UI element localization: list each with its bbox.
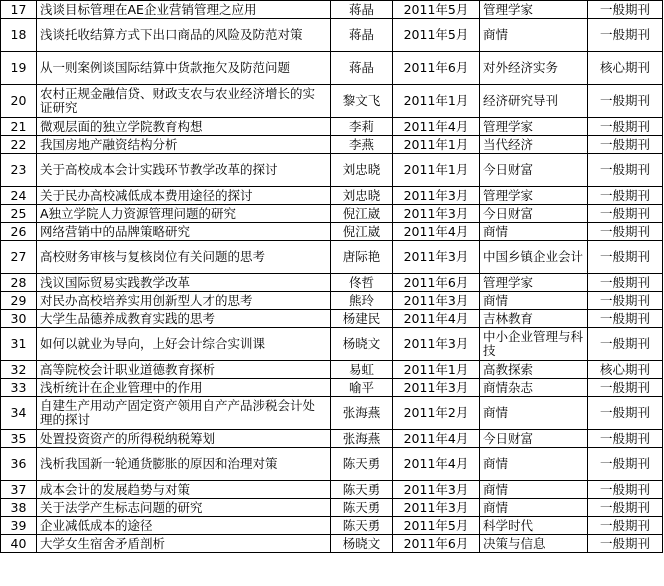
row-number-cell: 29 [1,292,37,310]
journal-name-cell: 科学时代 [480,517,588,535]
publish-date-cell: 2011年4月 [393,448,480,481]
journal-name-cell: 商情杂志 [480,379,588,397]
row-number-cell: 34 [1,397,37,430]
publish-date-cell: 2011年5月 [393,19,480,52]
table-row [1,361,663,379]
table-row [1,52,663,85]
author-cell: 张海燕 [331,430,393,448]
row-number-cell: 19 [1,52,37,85]
table-row [1,328,663,361]
journal-name-cell: 商情 [480,397,588,430]
author-cell: 熊玲 [331,292,393,310]
publish-date-cell: 2011年3月 [393,187,480,205]
journal-name-cell: 今日财富 [480,154,588,187]
paper-title-cell: 网络营销中的品牌策略研究 [37,223,331,241]
row-number-cell: 25 [1,205,37,223]
author-cell: 蒋晶 [331,1,393,19]
journal-name-cell: 中国乡镇企业会计 [480,241,588,274]
publish-date-cell: 2011年4月 [393,223,480,241]
row-number-cell: 23 [1,154,37,187]
table-row [1,85,663,118]
journal-level-cell: 核心期刊 [588,361,663,379]
publish-date-cell: 2011年6月 [393,274,480,292]
journal-name-cell: 商情 [480,19,588,52]
author-cell: 倪江崴 [331,223,393,241]
paper-title-cell: 大学生品德养成教育实践的思考 [37,310,331,328]
paper-title-cell: 浅谈托收结算方式下出口商品的风险及防范对策 [37,19,331,52]
author-cell: 杨晓文 [331,535,393,553]
author-cell: 刘忠晓 [331,154,393,187]
paper-title-cell: 成本会计的发展趋势与对策 [37,481,331,499]
author-cell: 张海燕 [331,397,393,430]
paper-title-cell: 浅议国际贸易实践教学改革 [37,274,331,292]
journal-name-cell: 对外经济实务 [480,52,588,85]
author-cell: 佟哲 [331,274,393,292]
table-row [1,118,663,136]
paper-title-cell: 关于民办高校减低成本费用途径的探讨 [37,187,331,205]
paper-title-cell: 对民办高校培养实用创新型人才的思考 [37,292,331,310]
journal-name-cell: 商情 [480,448,588,481]
table-row [1,499,663,517]
author-cell: 陈天勇 [331,517,393,535]
row-number-cell: 39 [1,517,37,535]
table-row [1,1,663,19]
paper-title-cell: A独立学院人力资源管理问题的研究 [37,205,331,223]
table-row [1,241,663,274]
journal-level-cell: 一般期刊 [588,397,663,430]
publish-date-cell: 2011年3月 [393,379,480,397]
papers-table-body [1,1,663,553]
paper-title-cell: 浅谈目标管理在AE企业营销管理之应用 [37,1,331,19]
author-cell: 陈天勇 [331,448,393,481]
author-cell: 李莉 [331,118,393,136]
publish-date-cell: 2011年1月 [393,361,480,379]
table-row [1,223,663,241]
row-number-cell: 20 [1,85,37,118]
journal-level-cell: 一般期刊 [588,379,663,397]
journal-name-cell: 决策与信息 [480,535,588,553]
publish-date-cell: 2011年6月 [393,535,480,553]
paper-title-cell: 高等院校会计职业道德教育探析 [37,361,331,379]
row-number-cell: 18 [1,19,37,52]
row-number-cell: 21 [1,118,37,136]
row-number-cell: 31 [1,328,37,361]
author-cell: 蒋晶 [331,19,393,52]
table-row [1,379,663,397]
table-row [1,481,663,499]
row-number-cell: 38 [1,499,37,517]
row-number-cell: 24 [1,187,37,205]
journal-name-cell: 管理学家 [480,1,588,19]
author-cell: 蒋晶 [331,52,393,85]
paper-title-cell: 从一则案例谈国际结算中货款拖欠及防范问题 [37,52,331,85]
journal-level-cell: 一般期刊 [588,205,663,223]
publish-date-cell: 2011年3月 [393,328,480,361]
journal-level-cell: 一般期刊 [588,154,663,187]
publish-date-cell: 2011年1月 [393,85,480,118]
row-number-cell: 26 [1,223,37,241]
paper-title-cell: 浅析统计在企业管理中的作用 [37,379,331,397]
paper-title-cell: 关于法学产生标志问题的研究 [37,499,331,517]
row-number-cell: 32 [1,361,37,379]
journal-level-cell: 一般期刊 [588,481,663,499]
table-row [1,397,663,430]
journal-level-cell: 一般期刊 [588,187,663,205]
publish-date-cell: 2011年1月 [393,136,480,154]
journal-level-cell: 一般期刊 [588,118,663,136]
table-row [1,292,663,310]
row-number-cell: 28 [1,274,37,292]
journal-level-cell: 一般期刊 [588,499,663,517]
row-number-cell: 40 [1,535,37,553]
row-number-cell: 30 [1,310,37,328]
journal-name-cell: 当代经济 [480,136,588,154]
journal-level-cell: 一般期刊 [588,223,663,241]
journal-level-cell: 一般期刊 [588,241,663,274]
paper-title-cell: 农村正规金融信贷、财政支农与农业经济增长的实证研究 [37,85,331,118]
publish-date-cell: 2011年3月 [393,499,480,517]
publish-date-cell: 2011年3月 [393,481,480,499]
journal-name-cell: 管理学家 [480,187,588,205]
author-cell: 倪江崴 [331,205,393,223]
table-row [1,19,663,52]
publish-date-cell: 2011年5月 [393,517,480,535]
journal-level-cell: 核心期刊 [588,52,663,85]
paper-title-cell: 浅析我国新一轮通货膨胀的原因和治理对策 [37,448,331,481]
table-row [1,136,663,154]
paper-title-cell: 处置投资资产的所得税纳税筹划 [37,430,331,448]
row-number-cell: 37 [1,481,37,499]
journal-name-cell: 商情 [480,481,588,499]
publish-date-cell: 2011年4月 [393,118,480,136]
journal-name-cell: 今日财富 [480,430,588,448]
publish-date-cell: 2011年1月 [393,154,480,187]
journal-level-cell: 一般期刊 [588,310,663,328]
paper-title-cell: 大学女生宿舍矛盾剖析 [37,535,331,553]
journal-name-cell: 商情 [480,292,588,310]
journal-name-cell: 商情 [480,223,588,241]
table-row [1,448,663,481]
journal-name-cell: 管理学家 [480,274,588,292]
publish-date-cell: 2011年4月 [393,430,480,448]
paper-title-cell: 我国房地产融资结构分析 [37,136,331,154]
row-number-cell: 27 [1,241,37,274]
table-row [1,154,663,187]
author-cell: 唐际艳 [331,241,393,274]
row-number-cell: 17 [1,1,37,19]
journal-name-cell: 今日财富 [480,205,588,223]
publish-date-cell: 2011年3月 [393,292,480,310]
journal-level-cell: 一般期刊 [588,292,663,310]
journal-level-cell: 一般期刊 [588,535,663,553]
journal-level-cell: 一般期刊 [588,448,663,481]
paper-title-cell: 自建生产用动产固定资产领用自产产品涉税会计处理的探讨 [37,397,331,430]
table-row [1,430,663,448]
publish-date-cell: 2011年5月 [393,1,480,19]
journal-level-cell: 一般期刊 [588,136,663,154]
author-cell: 陈天勇 [331,499,393,517]
journal-name-cell: 商情 [480,499,588,517]
author-cell: 李燕 [331,136,393,154]
row-number-cell: 33 [1,379,37,397]
paper-title-cell: 关于高校成本会计实践环节教学改革的探讨 [37,154,331,187]
row-number-cell: 36 [1,448,37,481]
row-number-cell: 22 [1,136,37,154]
table-row [1,517,663,535]
author-cell: 易虹 [331,361,393,379]
journal-level-cell: 一般期刊 [588,19,663,52]
journal-name-cell: 高教探索 [480,361,588,379]
journal-level-cell: 一般期刊 [588,328,663,361]
author-cell: 黎文飞 [331,85,393,118]
journal-level-cell: 一般期刊 [588,1,663,19]
journal-name-cell: 中小企业管理与科技 [480,328,588,361]
journal-level-cell: 一般期刊 [588,430,663,448]
row-number-cell: 35 [1,430,37,448]
journal-name-cell: 经济研究导刊 [480,85,588,118]
publish-date-cell: 2011年3月 [393,241,480,274]
author-cell: 刘忠晓 [331,187,393,205]
table-row [1,274,663,292]
table-row [1,535,663,553]
journal-name-cell: 管理学家 [480,118,588,136]
publish-date-cell: 2011年4月 [393,310,480,328]
author-cell: 陈天勇 [331,481,393,499]
journal-level-cell: 一般期刊 [588,85,663,118]
journal-level-cell: 一般期刊 [588,274,663,292]
publish-date-cell: 2011年3月 [393,205,480,223]
author-cell: 杨晓文 [331,328,393,361]
publish-date-cell: 2011年2月 [393,397,480,430]
paper-title-cell: 如何以就业为导向，上好会计综合实训课 [37,328,331,361]
table-row [1,310,663,328]
table-row [1,187,663,205]
paper-title-cell: 高校财务审核与复核岗位有关问题的思考 [37,241,331,274]
table-row [1,205,663,223]
paper-title-cell: 企业减低成本的途径 [37,517,331,535]
paper-title-cell: 微观层面的独立学院教育构想 [37,118,331,136]
author-cell: 杨建民 [331,310,393,328]
journal-level-cell: 一般期刊 [588,517,663,535]
author-cell: 喻平 [331,379,393,397]
publish-date-cell: 2011年6月 [393,52,480,85]
journal-name-cell: 吉林教育 [480,310,588,328]
